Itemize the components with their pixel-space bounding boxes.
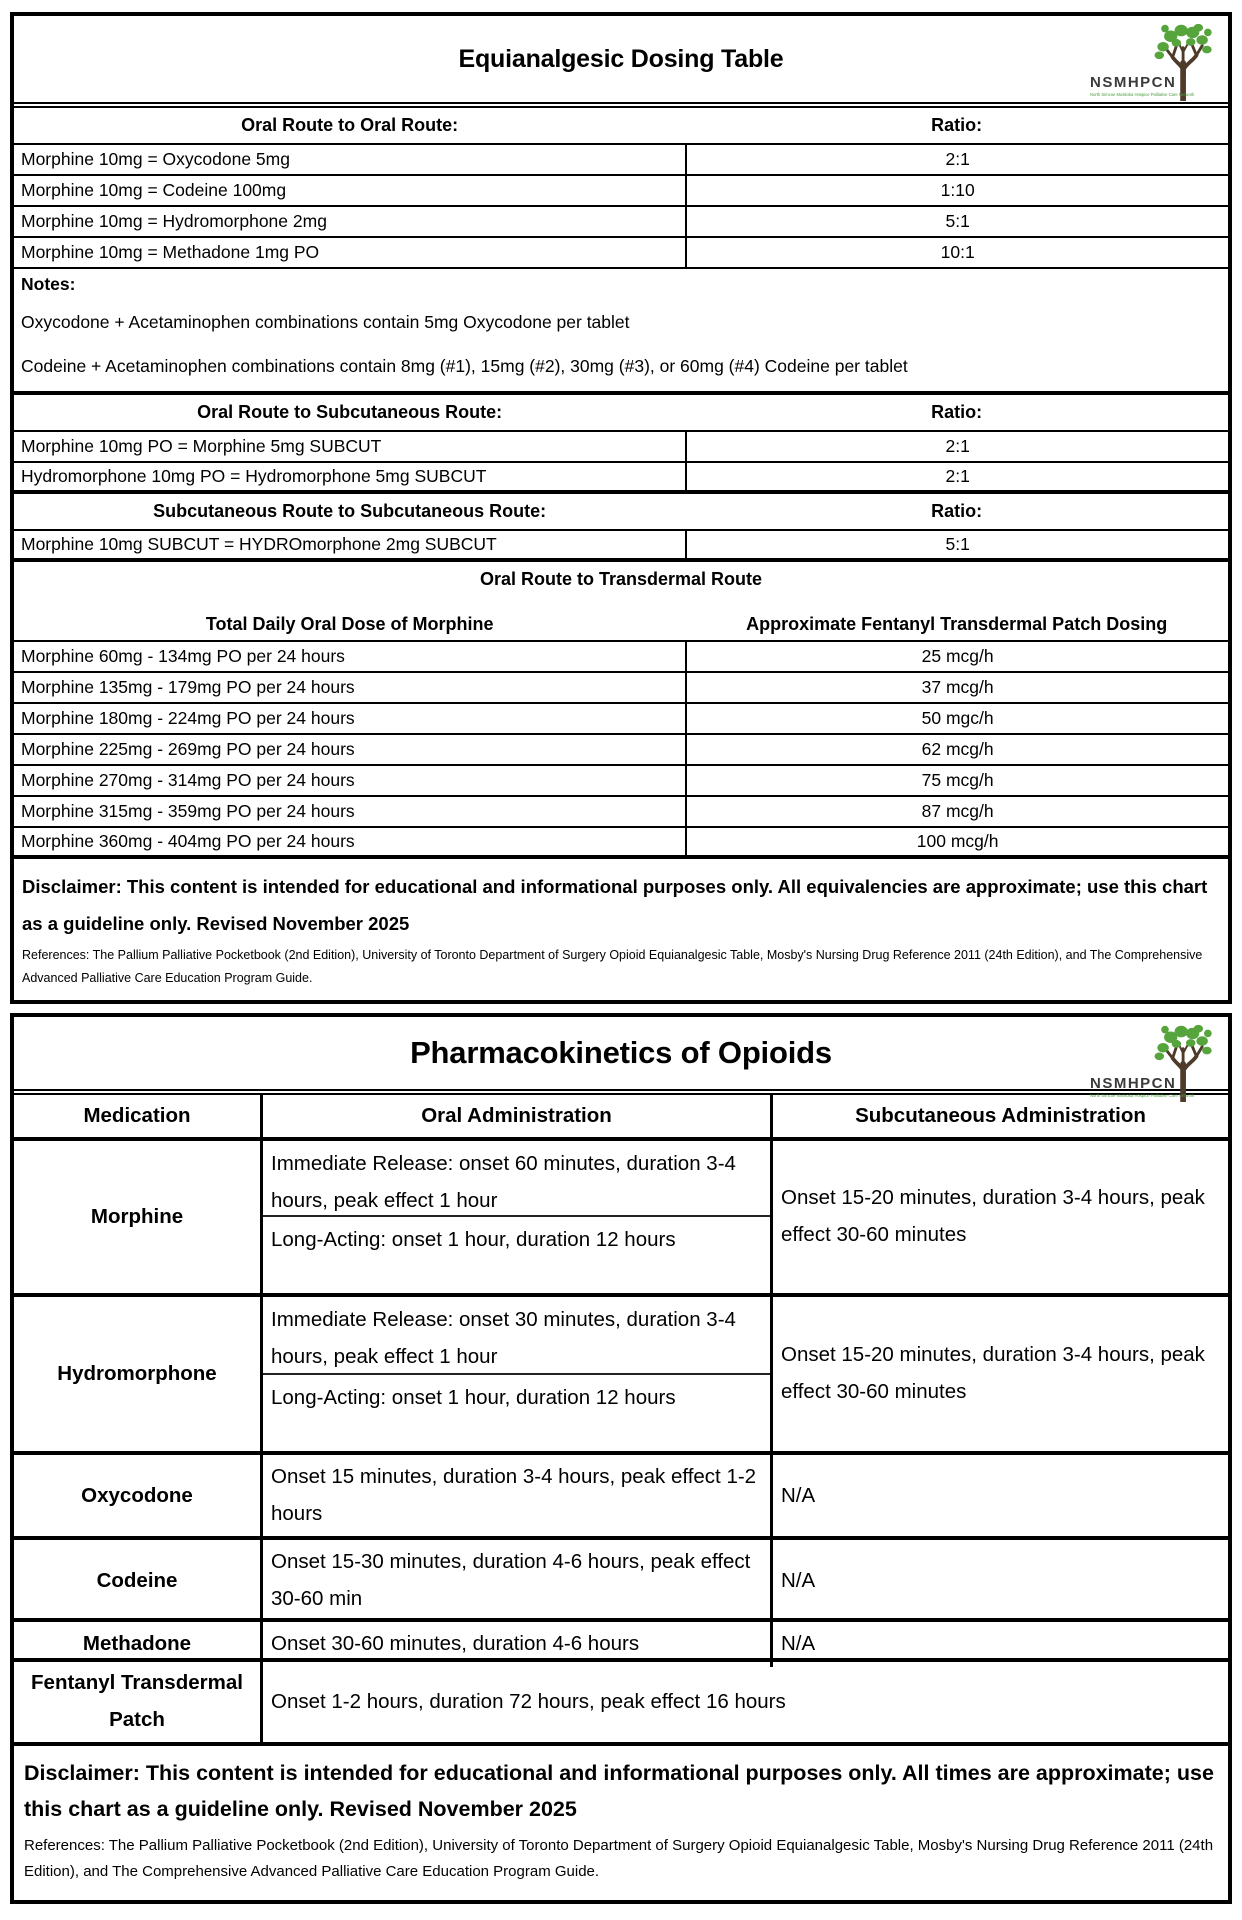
patch-dose-value: 37 mcg/h <box>685 673 1228 702</box>
table-row <box>14 673 1228 704</box>
references-text: References: The Pallium Palliative Pocketbook (2nd Edition), University of Toronto Department of Surgery Opioid Equianalgesic Table, Mosby's Nursing Drug Reference 2011 (24th Edition), and The Comprehensive Advanced Palliative Care Education Program Guide. <box>22 948 1203 986</box>
conversion-label: Morphine 10mg = Oxycodone 5mg <box>21 149 290 169</box>
ratio-value: 5:1 <box>685 531 1228 558</box>
ratio-value: 2:1 <box>685 432 1228 461</box>
table-row-oxycodone <box>14 1455 1228 1540</box>
section-header-oral-to-subcut <box>14 395 1228 432</box>
conversion-label: Hydromorphone 10mg PO = Hydromorphone 5mg SUBCUT <box>21 466 487 486</box>
logo-wordmark: NSMHPCN <box>1090 1075 1177 1093</box>
dose-range-label: Morphine 270mg - 314mg PO per 24 hours <box>21 770 355 790</box>
oral-profile: Onset 15-30 minutes, duration 4-6 hours, peak effect 30-60 min <box>260 1540 770 1622</box>
section-header-subcut-to-subcut <box>14 494 1228 531</box>
table2-title-row <box>14 1017 1228 1099</box>
column-header-oral: Oral Administration <box>260 1095 770 1137</box>
oral-immediate-release: Immediate Release: onset 60 minutes, duration 3-4 hours, peak effect 1 hour <box>263 1141 770 1217</box>
oral-profile: Onset 15 minutes, duration 3-4 hours, peak effect 1-2 hours <box>260 1455 770 1537</box>
pharmacokinetics-table <box>10 1013 1232 1903</box>
nsmhpcn-logo <box>1090 1022 1220 1102</box>
conversion-label: Morphine 10mg SUBCUT = HYDROmorphone 2mg SUBCUT <box>21 534 497 554</box>
section-header-label: Oral Route to Oral Route: <box>241 115 459 135</box>
dose-range-label: Morphine 360mg - 404mg PO per 24 hours <box>21 831 355 851</box>
dose-range-label: Morphine 180mg - 224mg PO per 24 hours <box>21 708 355 728</box>
table-row <box>14 176 1228 207</box>
patch-dose-value: 75 mcg/h <box>685 766 1228 795</box>
oral-long-acting: Long-Acting: onset 1 hour, duration 12 hours <box>271 1386 676 1410</box>
page-title: Pharmacokinetics of Opioids <box>410 1035 832 1071</box>
subcutaneous-profile: N/A <box>770 1455 1228 1537</box>
conversion-label: Morphine 10mg = Codeine 100mg <box>21 180 287 200</box>
ratio-column-header: Ratio: <box>931 501 983 521</box>
references-text: References: The Pallium Palliative Pocketbook (2nd Edition), University of Toronto Department of Surgery Opioid Equianalgesic Table, Mosby's Nursing Drug Reference 2011 (24th Edition), and The Comprehensive Advanced Palliative Care Education Program Guide. <box>24 1837 1214 1881</box>
note-line: Oxycodone + Acetaminophen combinations contain 5mg Oxycodone per tablet <box>21 312 630 332</box>
dose-range-label: Morphine 60mg - 134mg PO per 24 hours <box>21 646 345 666</box>
dose-range-label: Morphine 135mg - 179mg PO per 24 hours <box>21 677 355 697</box>
logo-wordmark: NSMHPCN <box>1090 74 1177 91</box>
ratio-column-header: Ratio: <box>931 402 983 422</box>
page-title: Equianalgesic Dosing Table <box>458 44 784 73</box>
column-header-subcutaneous: Subcutaneous Administration <box>770 1095 1228 1137</box>
table-row <box>14 642 1228 673</box>
table-row <box>14 463 1228 494</box>
medication-name: Oxycodone <box>81 1483 193 1507</box>
table-row <box>14 531 1228 562</box>
section-header-label: Oral Route to Subcutaneous Route: <box>197 402 503 422</box>
disclaimer-text: Disclaimer: This content is intended for educational and informational purposes only. All equivalencies are approximate; use this chart as a guideline only. Revised November 2025 <box>22 876 1208 934</box>
medication-name: Morphine <box>90 1204 184 1228</box>
logo-tagline: North Simcoe Muskoka Hospice Palliative Care Network <box>1090 92 1195 97</box>
table-row <box>14 766 1228 797</box>
patch-dose-value: 25 mcg/h <box>685 642 1228 671</box>
subcutaneous-profile: N/A <box>770 1622 1228 1667</box>
dose-range-label: Morphine 315mg - 359mg PO per 24 hours <box>21 801 355 821</box>
patch-dose-value: 100 mcg/h <box>685 828 1228 855</box>
column-header-medication: Medication <box>83 1104 191 1128</box>
table-row <box>14 207 1228 238</box>
subcutaneous-profile: Onset 15-20 minutes, duration 3-4 hours, peak effect 30-60 minutes <box>770 1141 1228 1293</box>
ratio-value: 2:1 <box>685 463 1228 490</box>
table-row-morphine <box>14 1141 1228 1297</box>
medication-name: Hydromorphone <box>57 1361 217 1385</box>
oral-long-acting: Long-Acting: onset 1 hour, duration 12 hours <box>271 1228 676 1252</box>
ratio-column-header: Ratio: <box>931 115 983 135</box>
nsmhpcn-logo <box>1090 21 1220 101</box>
conversion-label: Morphine 10mg = Methadone 1mg PO <box>21 242 320 262</box>
medication-name: Fentanyl Transdermal Patch <box>31 1671 243 1732</box>
dose-range-label: Morphine 225mg - 269mg PO per 24 hours <box>21 739 355 759</box>
oral-administration-cell <box>260 1141 770 1293</box>
ratio-value: 5:1 <box>685 207 1228 236</box>
table-row <box>14 828 1228 859</box>
column-header-fentanyl-dosing: Approximate Fentanyl Transdermal Patch Dosing <box>746 614 1168 634</box>
medication-name: Codeine <box>96 1568 178 1592</box>
table-row <box>14 704 1228 735</box>
table-row-fentanyl-patch <box>14 1662 1228 1746</box>
subcutaneous-profile: Onset 15-20 minutes, duration 3-4 hours, peak effect 30-60 minutes <box>770 1297 1228 1451</box>
column-header-daily-dose: Total Daily Oral Dose of Morphine <box>205 614 494 634</box>
table1-title-row <box>14 16 1228 108</box>
section-header-transdermal: Oral Route to Transdermal Route <box>479 569 763 589</box>
notes-section <box>14 269 1228 395</box>
table-row-methadone <box>14 1622 1228 1662</box>
table-row-codeine <box>14 1540 1228 1622</box>
ratio-value: 2:1 <box>685 145 1228 174</box>
table-row <box>14 145 1228 176</box>
equianalgesic-dosing-table <box>10 12 1232 1004</box>
patch-dose-value: 87 mcg/h <box>685 797 1228 826</box>
conversion-label: Morphine 10mg PO = Morphine 5mg SUBCUT <box>21 436 382 456</box>
oral-immediate-release: Immediate Release: onset 30 minutes, duration 3-4 hours, peak effect 1 hour <box>263 1297 770 1375</box>
subcutaneous-profile: N/A <box>770 1540 1228 1622</box>
logo-tagline: North Simcoe Muskoka Hospice Palliative Care Network <box>1090 1093 1195 1099</box>
oral-profile: Onset 30-60 minutes, duration 4-6 hours <box>260 1622 770 1667</box>
transdermal-column-headers <box>14 596 1228 642</box>
patch-dose-value: 50 mgc/h <box>685 704 1228 733</box>
section-header-label: Subcutaneous Route to Subcutaneous Route: <box>153 501 547 521</box>
patch-dose-value: 62 mcg/h <box>685 735 1228 764</box>
combined-administration-profile: Onset 1-2 hours, duration 72 hours, peak effect 16 hours <box>260 1662 1228 1742</box>
oral-administration-cell <box>260 1297 770 1451</box>
table-row-hydromorphone <box>14 1297 1228 1455</box>
table-row <box>14 797 1228 828</box>
section-header-oral-to-oral <box>14 108 1228 145</box>
medication-name: Methadone <box>82 1632 192 1656</box>
note-line: Codeine + Acetaminophen combinations contain 8mg (#1), 15mg (#2), 30mg (#3), or 60mg (#4) Codeine per tablet <box>21 356 908 376</box>
disclaimer-text: Disclaimer: This content is intended for educational and informational purposes only. All times are approximate; use this chart as a guideline only. Revised November 2025 <box>24 1761 1214 1821</box>
notes-label: Notes: <box>21 274 76 294</box>
table-row <box>14 735 1228 766</box>
ratio-value: 1:10 <box>685 176 1228 205</box>
pharmacokinetics-column-headers <box>14 1095 1228 1141</box>
ratio-value: 10:1 <box>685 238 1228 267</box>
table-row <box>14 432 1228 463</box>
table-row <box>14 238 1228 269</box>
conversion-label: Morphine 10mg = Hydromorphone 2mg <box>21 211 327 231</box>
